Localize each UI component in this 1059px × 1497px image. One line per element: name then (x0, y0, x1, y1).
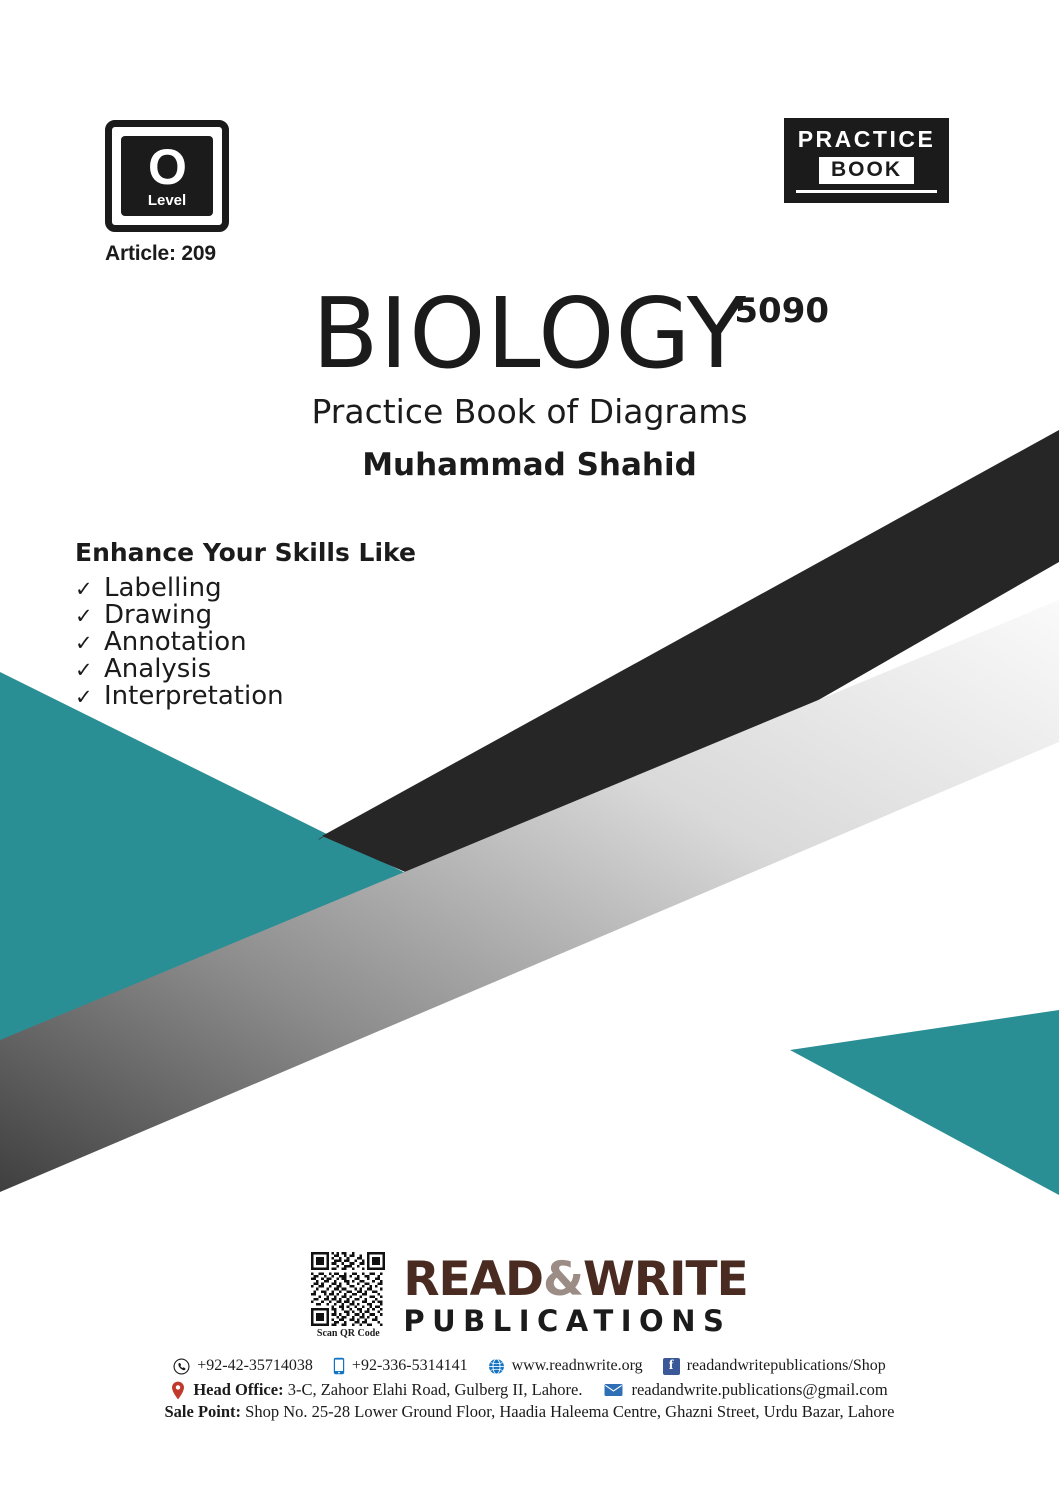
list-item (75, 602, 416, 629)
page-title: BIOLOGY (311, 277, 748, 390)
skills-list-group (75, 538, 416, 710)
author-name: Muhammad Shahid (362, 447, 697, 483)
email-address[interactable]: readandwrite.publications@gmail.com (631, 1380, 888, 1399)
website-url[interactable]: www.readnwrite.org (511, 1357, 643, 1374)
phone-number-2: +92-336-5314141 (351, 1357, 468, 1374)
contact-strip (0, 1357, 1059, 1422)
email-icon (604, 1383, 623, 1397)
check-icon: ✓ (75, 631, 93, 656)
qr-code-icon[interactable] (311, 1252, 385, 1326)
o-level-sublabel: Level (147, 192, 187, 209)
list-item-label: Labelling (104, 573, 222, 603)
globe-icon (488, 1358, 505, 1375)
skills-heading: Enhance Your Skills Like (75, 538, 416, 567)
subtitle: Practice Book of Diagrams (311, 392, 748, 431)
o-level-badge-group (105, 120, 255, 266)
list-item-label: Annotation (104, 627, 247, 658)
location-pin-icon (171, 1381, 185, 1400)
check-icon: ✓ (75, 685, 93, 710)
publisher-subtitle: PUBLICATIONS (403, 1303, 732, 1338)
subject-code: 5090 (734, 291, 830, 331)
practice-tag-rule (796, 190, 937, 193)
contact-line-office (0, 1380, 1059, 1400)
head-office-address: 3-C, Zahoor Elahi Road, Gulberg II, Lahore. (287, 1380, 583, 1399)
list-item-label: Analysis (104, 654, 212, 685)
title-row (311, 277, 830, 390)
list-item (75, 656, 416, 683)
publisher-name-part1: READ (403, 1251, 543, 1307)
article-number: Article: 209 (105, 242, 216, 265)
publisher-name (403, 1251, 748, 1307)
practice-book-tag (784, 118, 949, 203)
list-item (75, 683, 416, 710)
practice-tag-line1: PRACTICE (797, 126, 936, 152)
list-item-label: Drawing (104, 600, 213, 631)
publisher-name-amp: & (543, 1251, 583, 1307)
publisher-block (0, 1252, 1059, 1339)
phone-icon (173, 1358, 190, 1375)
sale-point-address: Shop No. 25-28 Lower Ground Floor, Haadia Haleema Centre, Ghazni Street, Urdu Bazar, Lahore (245, 1402, 895, 1421)
o-level-badge (105, 120, 229, 232)
list-item (75, 575, 416, 602)
mobile-icon (333, 1357, 345, 1375)
contact-line-sale-point (0, 1402, 1059, 1422)
qr-code-group (311, 1252, 385, 1339)
list-item-label: Interpretation (104, 681, 284, 712)
title-block (0, 277, 1059, 483)
o-level-letter: O (148, 139, 186, 195)
phone-number-1: +92-42-35714038 (197, 1357, 313, 1374)
check-icon: ✓ (75, 658, 93, 683)
qr-code-label: Scan QR Code (316, 1328, 380, 1339)
publisher-row (0, 1252, 1059, 1339)
publisher-name-part2: WRITE (583, 1251, 748, 1307)
contact-line-primary (0, 1357, 1059, 1375)
publisher-name-group (403, 1251, 748, 1338)
facebook-icon: f (663, 1358, 680, 1375)
head-office-label: Head Office: (193, 1380, 284, 1399)
facebook-page[interactable]: readandwritepublications/Shop (686, 1357, 886, 1374)
sale-point-label: Sale Point: (164, 1402, 242, 1421)
check-icon: ✓ (75, 577, 93, 601)
practice-tag-line2: BOOK (819, 157, 914, 184)
o-level-badge-inner (121, 136, 213, 216)
check-icon: ✓ (75, 604, 93, 629)
list-item (75, 629, 416, 656)
